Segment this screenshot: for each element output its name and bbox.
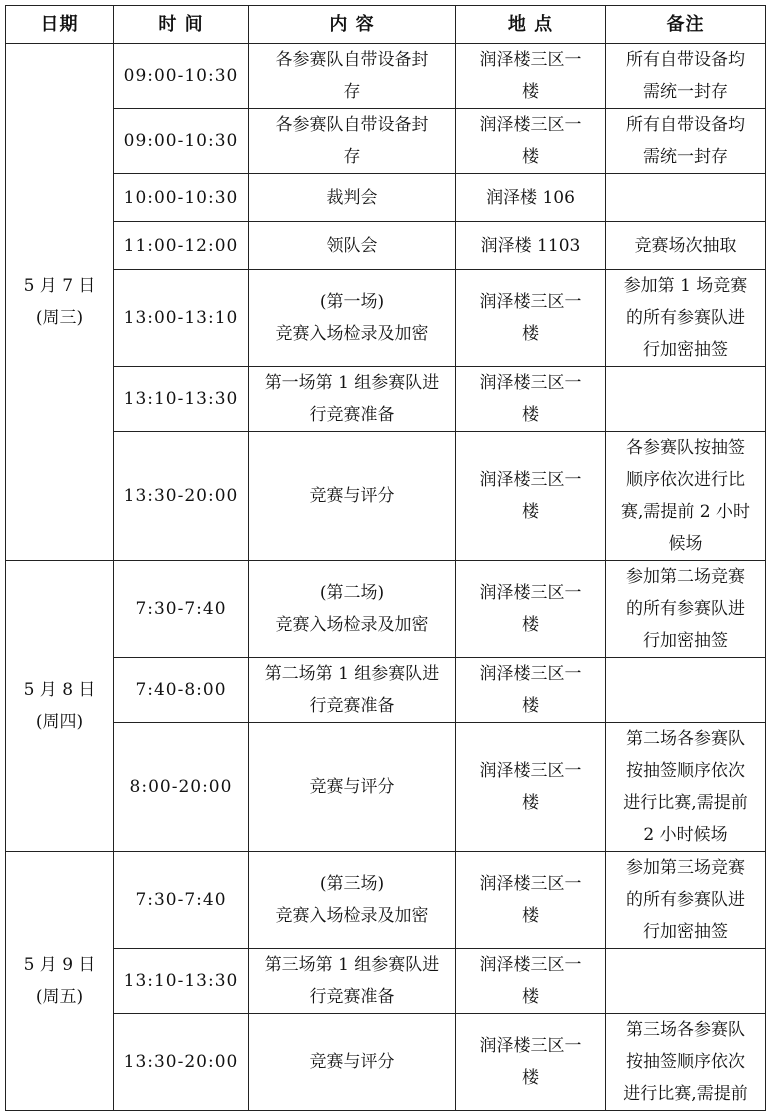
cell-line: 需统一封存: [643, 147, 728, 167]
header-date: 日期: [6, 6, 114, 44]
location-cell: [456, 367, 606, 432]
cell-line: 竞赛与评分: [309, 777, 395, 797]
cell-line: 进行比赛,需提前: [623, 1084, 748, 1104]
cell-line: 参加第三场竞赛: [626, 858, 745, 878]
cell-line: (第一场): [319, 292, 385, 312]
cell-line: 润泽楼 106: [486, 187, 575, 208]
cell-line: 顺序依次进行比: [626, 470, 745, 490]
location-cell: [456, 432, 606, 561]
table-row: [6, 852, 766, 949]
date-cell: [6, 44, 114, 561]
cell-line: 按抽签顺序依次: [626, 1052, 745, 1072]
note-cell: [606, 367, 766, 432]
cell-line: 的所有参赛队进: [626, 890, 745, 910]
table-row: [6, 44, 766, 109]
time-cell: 13:10-13:30: [114, 949, 249, 1014]
date-text: 5 月 7 日: [23, 276, 96, 296]
content-cell: [249, 270, 456, 367]
cell-line: 领队会: [326, 235, 378, 256]
cell-line: 竞赛入场检录及加密: [275, 906, 429, 926]
cell-line: 润泽楼三区一: [479, 50, 582, 70]
cell-line: 第二场第 1 组参赛队进: [264, 664, 440, 684]
date-text: 5 月 8 日: [23, 680, 96, 700]
cell-line: 赛,需提前 2 小时: [620, 502, 751, 522]
note-cell: [606, 432, 766, 561]
time-cell: 09:00-10:30: [114, 44, 249, 109]
note-cell: [606, 270, 766, 367]
cell-line: 润泽楼三区一: [479, 761, 582, 781]
cell-line: 竞赛与评分: [309, 486, 395, 506]
note-cell: [606, 561, 766, 658]
cell-line: 存: [343, 82, 361, 102]
header-row: [6, 6, 766, 44]
header-location: 地 点: [456, 6, 606, 44]
note-cell: [606, 1014, 766, 1111]
cell-line: 需统一封存: [643, 82, 728, 102]
cell-line: 竞赛入场检录及加密: [275, 324, 429, 344]
note-cell: [606, 852, 766, 949]
content-cell: [249, 109, 456, 174]
location-cell: [456, 222, 606, 270]
cell-line: 楼: [522, 147, 539, 167]
cell-line: 所有自带设备均: [626, 50, 745, 70]
location-cell: [456, 658, 606, 723]
note-cell: [606, 222, 766, 270]
cell-line: 楼: [522, 906, 539, 926]
time-cell: 11:00-12:00: [114, 222, 249, 270]
location-cell: [456, 852, 606, 949]
cell-line: 行加密抽签: [643, 631, 728, 651]
content-cell: [249, 44, 456, 109]
content-cell: [249, 852, 456, 949]
cell-line: 润泽楼三区一: [479, 955, 582, 975]
cell-line: 按抽签顺序依次: [626, 761, 745, 781]
table-row: [6, 222, 766, 270]
content-cell: [249, 949, 456, 1014]
header-note: 备注: [606, 6, 766, 44]
table-row: [6, 561, 766, 658]
time-cell: 13:30-20:00: [114, 432, 249, 561]
cell-line: 楼: [522, 405, 539, 425]
cell-line: 参加第二场竞赛: [626, 567, 745, 587]
cell-line: (第三场): [319, 874, 385, 894]
location-cell: [456, 109, 606, 174]
time-cell: 09:00-10:30: [114, 109, 249, 174]
cell-line: 楼: [522, 82, 539, 102]
weekday-text: (周三): [35, 308, 84, 328]
cell-line: 楼: [522, 987, 539, 1007]
cell-line: 第三场各参赛队: [626, 1020, 745, 1040]
cell-line: 候场: [668, 534, 703, 554]
cell-line: 楼: [522, 324, 539, 344]
header-content: 内 容: [249, 6, 456, 44]
time-cell: 10:00-10:30: [114, 174, 249, 222]
cell-line: 各参赛队自带设备封: [275, 50, 429, 70]
content-cell: [249, 561, 456, 658]
cell-line: 行加密抽签: [643, 340, 728, 360]
content-cell: [249, 367, 456, 432]
cell-line: 参加第 1 场竞赛: [623, 276, 748, 296]
cell-line: 楼: [522, 793, 539, 813]
table-row: [6, 174, 766, 222]
cell-line: 润泽楼 1103: [480, 235, 581, 256]
cell-line: 润泽楼三区一: [479, 583, 582, 603]
cell-line: 楼: [522, 696, 539, 716]
cell-line: 存: [343, 147, 361, 167]
table-row: [6, 1014, 766, 1111]
cell-line: 2 小时候场: [643, 825, 728, 845]
note-cell: [606, 949, 766, 1014]
cell-line: 第三场第 1 组参赛队进: [264, 955, 440, 975]
content-cell: [249, 174, 456, 222]
table-row: [6, 949, 766, 1014]
time-cell: 13:10-13:30: [114, 367, 249, 432]
cell-line: 润泽楼三区一: [479, 1036, 582, 1056]
weekday-text: (周五): [35, 987, 84, 1007]
table-row: [6, 109, 766, 174]
location-cell: [456, 561, 606, 658]
content-cell: [249, 1014, 456, 1111]
cell-line: 的所有参赛队进: [626, 599, 745, 619]
time-cell: 13:00-13:10: [114, 270, 249, 367]
content-cell: [249, 658, 456, 723]
cell-line: 楼: [522, 502, 539, 522]
table-row: [6, 367, 766, 432]
cell-line: 竞赛与评分: [309, 1052, 395, 1072]
time-cell: 13:30-20:00: [114, 1014, 249, 1111]
location-cell: [456, 723, 606, 852]
cell-line: 润泽楼三区一: [479, 115, 582, 135]
cell-line: 裁判会: [326, 187, 378, 208]
time-cell: 7:30-7:40: [114, 852, 249, 949]
cell-line: 润泽楼三区一: [479, 874, 582, 894]
cell-line: 竞赛入场检录及加密: [275, 615, 429, 635]
time-cell: 8:00-20:00: [114, 723, 249, 852]
date-text: 5 月 9 日: [23, 955, 96, 975]
cell-line: 第二场各参赛队: [626, 729, 745, 749]
table-row: [6, 432, 766, 561]
cell-line: (第二场): [319, 583, 385, 603]
cell-line: 所有自带设备均: [626, 115, 745, 135]
cell-line: 行竞赛准备: [309, 987, 395, 1007]
note-cell: [606, 723, 766, 852]
header-time: 时 间: [114, 6, 249, 44]
cell-line: 行竞赛准备: [309, 405, 395, 425]
table-row: [6, 270, 766, 367]
location-cell: [456, 174, 606, 222]
note-cell: [606, 658, 766, 723]
date-cell: [6, 852, 114, 1111]
cell-line: 各参赛队自带设备封: [275, 115, 429, 135]
location-cell: [456, 1014, 606, 1111]
note-cell: [606, 44, 766, 109]
cell-line: 第一场第 1 组参赛队进: [264, 373, 440, 393]
location-cell: [456, 270, 606, 367]
table-row: [6, 723, 766, 852]
table-row: [6, 658, 766, 723]
cell-line: 楼: [522, 615, 539, 635]
cell-line: 的所有参赛队进: [626, 308, 745, 328]
location-cell: [456, 44, 606, 109]
schedule-table: [5, 5, 766, 1111]
cell-line: 润泽楼三区一: [479, 292, 582, 312]
content-cell: [249, 723, 456, 852]
note-cell: [606, 109, 766, 174]
cell-line: 竞赛场次抽取: [634, 235, 737, 256]
cell-line: 进行比赛,需提前: [623, 793, 748, 813]
cell-line: 各参赛队按抽签: [626, 438, 745, 458]
cell-line: 润泽楼三区一: [479, 470, 582, 490]
cell-line: 行加密抽签: [643, 922, 728, 942]
cell-line: 楼: [522, 1068, 539, 1088]
cell-line: 行竞赛准备: [309, 696, 395, 716]
time-cell: 7:40-8:00: [114, 658, 249, 723]
location-cell: [456, 949, 606, 1014]
cell-line: 润泽楼三区一: [479, 664, 582, 684]
cell-line: 润泽楼三区一: [479, 373, 582, 393]
date-cell: [6, 561, 114, 852]
time-cell: 7:30-7:40: [114, 561, 249, 658]
weekday-text: (周四): [35, 712, 84, 732]
note-cell: [606, 174, 766, 222]
content-cell: [249, 222, 456, 270]
content-cell: [249, 432, 456, 561]
